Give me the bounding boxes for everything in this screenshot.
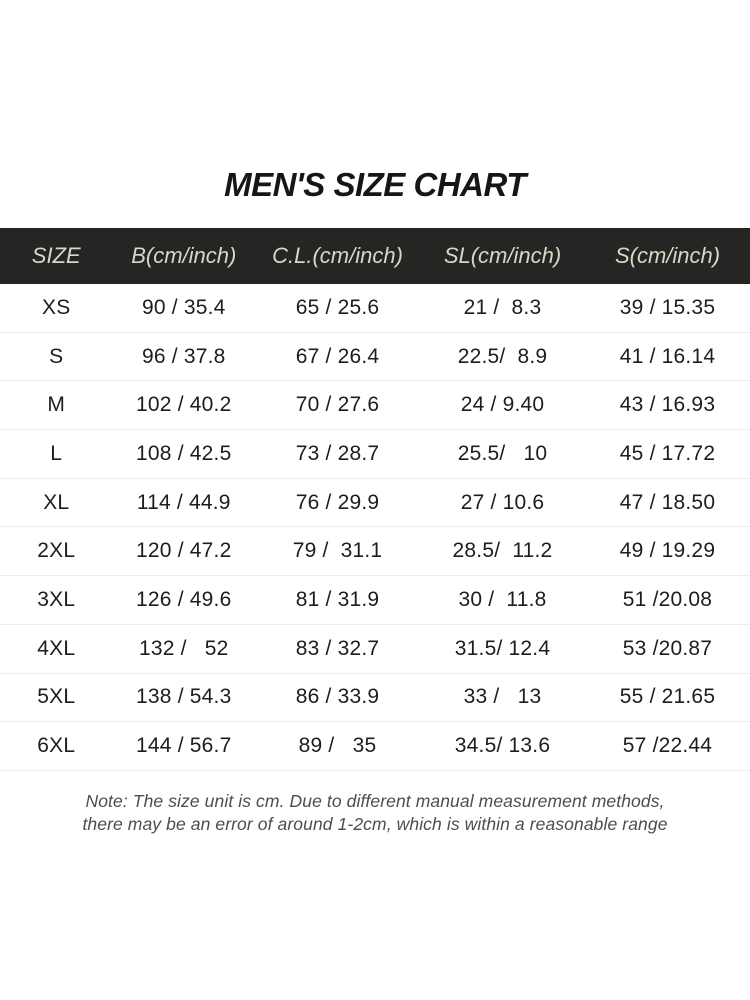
value-cell: 126 / 49.6 (136, 587, 232, 611)
table-body (0, 284, 750, 771)
size-cell: XS (42, 295, 71, 319)
value-cell: 45 / 17.72 (619, 441, 716, 465)
table-row (0, 284, 750, 333)
value-cell: 81 / 31.9 (295, 587, 380, 611)
size-cell: 4XL (37, 636, 76, 660)
value-cell: 34.5/ 13.6 (454, 734, 551, 758)
value-cell: 31.5/ 12.4 (454, 636, 551, 660)
table-row (0, 674, 750, 723)
value-cell: 21 / 8.3 (463, 295, 542, 319)
size-cell: 6XL (37, 734, 76, 758)
table-row (0, 576, 750, 625)
value-cell: 41 / 16.14 (619, 344, 716, 368)
value-cell: 24 / 9.40 (460, 393, 545, 417)
value-cell: 67 / 26.4 (295, 344, 380, 368)
value-cell: 39 / 15.35 (619, 295, 716, 319)
page-title: MEN'S SIZE CHART (224, 166, 526, 203)
value-cell: 70 / 27.6 (295, 393, 380, 417)
value-cell: 55 / 21.65 (619, 685, 716, 709)
table-row (0, 381, 750, 430)
note-text (0, 790, 750, 836)
table-row (0, 430, 750, 479)
value-cell: 76 / 29.9 (295, 490, 380, 514)
table-row (0, 527, 750, 576)
value-cell: 27 / 10.6 (460, 490, 545, 514)
size-cell: 3XL (37, 587, 76, 611)
size-cell: 5XL (37, 685, 76, 709)
value-cell: 28.5/ 11.2 (452, 539, 553, 563)
value-cell: 120 / 47.2 (136, 539, 232, 563)
value-cell: 102 / 40.2 (136, 393, 232, 417)
value-cell: 22.5/ 8.9 (457, 344, 548, 368)
table-row (0, 333, 750, 382)
table-row (0, 625, 750, 674)
value-cell: 47 / 18.50 (619, 490, 716, 514)
value-cell: 30 / 11.8 (458, 587, 547, 611)
size-cell: XL (43, 490, 70, 514)
value-cell: 53 /20.87 (622, 636, 713, 660)
column-header-sleeve: SL(cm/inch) (443, 243, 562, 268)
column-header-bust: B(cm/inch) (131, 243, 237, 268)
value-cell: 51 /20.08 (622, 587, 713, 611)
column-header-shoulder: S(cm/inch) (614, 243, 721, 268)
value-cell: 57 /22.44 (622, 734, 713, 758)
column-header-size: SIZE (31, 243, 81, 268)
table-row (0, 722, 750, 771)
value-cell: 25.5/ 10 (457, 441, 548, 465)
value-cell: 90 / 35.4 (141, 295, 226, 319)
value-cell: 89 / 35 (298, 734, 377, 758)
note-line-1: Note: The size unit is cm. Due to different manual measurement methods, (85, 790, 665, 811)
table-header-row (0, 228, 750, 284)
value-cell: 49 / 19.29 (619, 539, 716, 563)
size-cell: S (49, 344, 64, 368)
column-header-cl: C.L.(cm/inch) (272, 243, 403, 268)
value-cell: 43 / 16.93 (619, 393, 716, 417)
value-cell: 65 / 25.6 (295, 295, 380, 319)
value-cell: 108 / 42.5 (136, 441, 232, 465)
table-row (0, 479, 750, 528)
value-cell: 96 / 37.8 (141, 344, 226, 368)
size-cell: M (47, 393, 66, 417)
value-cell: 83 / 32.7 (295, 636, 380, 660)
value-cell: 86 / 33.9 (295, 685, 380, 709)
size-cell: 2XL (37, 539, 76, 563)
size-cell: L (50, 441, 63, 465)
note-line-2: there may be an error of around 1-2cm, which is within a reasonable range (82, 813, 668, 834)
value-cell: 79 / 31.1 (292, 539, 383, 563)
value-cell: 73 / 28.7 (295, 441, 380, 465)
value-cell: 132 / 52 (138, 636, 229, 660)
value-cell: 33 / 13 (463, 685, 542, 709)
value-cell: 114 / 44.9 (136, 490, 231, 514)
value-cell: 144 / 56.7 (136, 734, 232, 758)
value-cell: 138 / 54.3 (136, 685, 232, 709)
